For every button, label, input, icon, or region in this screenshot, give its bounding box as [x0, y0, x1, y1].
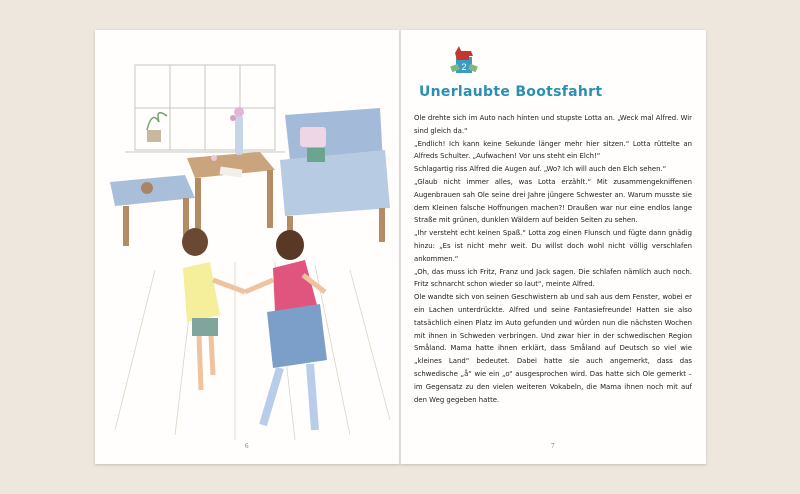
paragraph: Schlagartig riss Alfred die Augen auf. „Wo? Ich will auch den Elch sehen.“ — [414, 165, 667, 174]
armchair-icon — [280, 108, 390, 248]
plant-icon — [147, 113, 167, 142]
paragraph: „Endlich! Ich kann keine Sekunde länger mehr hier sitzen.“ Lotta rüttelte an Alfreds Schulter. „Aufwachen! Vor uns steht ein Elch!“ — [414, 139, 692, 161]
paragraph: „Oh, das muss ich Fritz, Franz und Jack sagen. Die schlafen nämlich auch noch. Fritz schnarcht schon wieder so laut“, meinte Alfred. — [414, 267, 692, 289]
chapter-title: Unerlaubte Bootsfahrt — [419, 84, 603, 100]
stool-icon — [110, 175, 195, 246]
paragraph: „Glaub nicht immer alles, was Lotta erzählt.“ Mit zusammengekniffenen Augenbrauen sah Ole seine drei Jahre jüngere Schwester an. Warum musste sie dem Kleinen falsche Hoffnungen machen?! Draußen war nur eine endlos lange Straße mit grünen, dunklen Wäldern auf beiden Seiten zu sehen. — [414, 177, 692, 225]
chapter-body — [414, 112, 692, 406]
paragraph: Ole wandte sich von seinen Geschwistern ab und sah aus dem Fenster, wobei er ein Lachen unterdrückte. Alfred und seine Fantasiefreunde! Hatten sie also tatsächlich einen Platz im Auto gefunden und würden nun die nächsten Wochen mit ihnen in Schweden verbringen. Und zwar hier in der schwedischen Region Småland. Mama hatte ihnen erklärt, dass Småland auf Deutsch so viel wie „kleines Land“ bedeutet. Dabei hatte sie auch angemerkt, dass das schwedische „å“ wie ein „o“ ausgesprochen wird. Das hatte sich Ole gemerkt – im Gegensatz zu den vielen weiteren Vokabeln, die Mama ihnen noch mit auf den Weg gegeben hatte. — [414, 293, 692, 404]
chapter-number: 2 — [461, 62, 467, 72]
paragraph: „Ihr versteht echt keinen Spaß.“ Lotta zog einen Flunsch und fügte dann gnädig hinzu: „Es ist nicht mehr weit. Du willst doch wohl nicht völlig verschlafen ankommen.“ — [414, 229, 692, 263]
paragraph: Ole drehte sich im Auto nach hinten und stupste Lotta an. „Weck mal Alfred. Wir sind gleich da.“ — [414, 114, 692, 135]
illustration-children-dancing — [95, 30, 400, 464]
table-icon — [187, 107, 275, 238]
rocking-horse-icon — [447, 43, 481, 79]
left-page — [95, 30, 400, 464]
boy-figure — [182, 228, 245, 390]
page-number-left: 6 — [245, 442, 249, 450]
right-page — [401, 30, 706, 464]
girl-figure — [245, 230, 327, 430]
page-number-right: 7 — [551, 442, 555, 450]
